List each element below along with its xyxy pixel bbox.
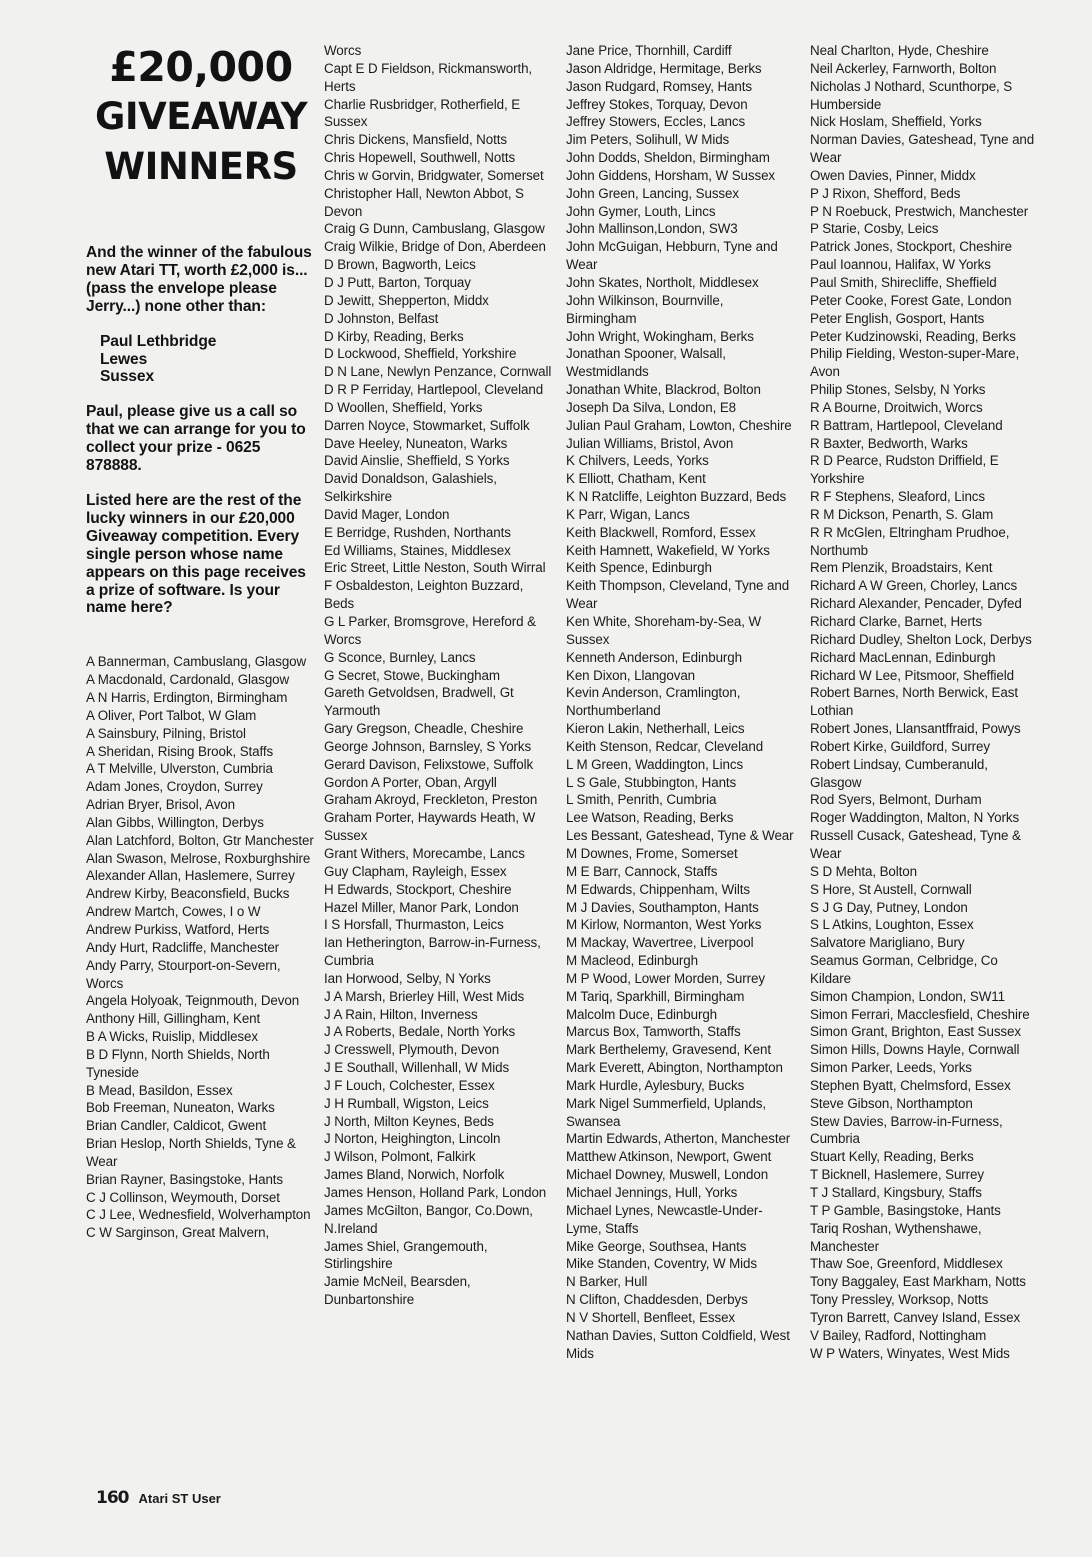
winner-entry: J E Southall, Willenhall, W Mids [324,1060,510,1076]
winner-entry: John McGuigan, Hebburn, Tyne and Wear [566,239,778,273]
winner-entry: Nathan Davies, Sutton Coldfield, West Mids [566,1327,790,1361]
winner-entry: Charlie Rusbridger, Rotherfield, E Sussex [324,96,521,130]
winner-entry: F Osbaldeston, Leighton Buzzard, Beds [324,578,524,612]
winner-entry: Keith Spence, Edinburgh [566,560,712,576]
winner-entry: Roger Waddington, Malton, N Yorks [810,810,1020,826]
headline-amount: £20,000 [109,43,293,91]
winner-entry: L M Green, Waddington, Lincs [566,756,744,772]
winner-entry: Robert Kirke, Guildford, Surrey [810,738,990,754]
winner-entry: D Johnston, Belfast [324,310,439,326]
winner-entry: Thaw Soe, Greenford, Middlesex [810,1256,1003,1272]
winner-entry: Chris Dickens, Mansfield, Notts [324,132,507,148]
winner-entry: John Wright, Wokingham, Berks [566,328,754,344]
winner-entry: B D Flynn, North Shields, North Tyneside [86,1046,270,1080]
winner-entry: Capt E D Fieldson, Rickmansworth, Herts [324,60,533,94]
winner-entry: Jamie McNeil, Bearsden, Dunbartonshire [324,1274,471,1308]
column-4 [810,42,1042,1362]
winner-entry: Jason Rudgard, Romsey, Hants [566,78,752,94]
winner-entry: N V Shortell, Benfleet, Essex [566,1309,736,1325]
winner-entry: Christopher Hall, Newton Abbot, S Devon [324,185,524,219]
winner-entry: P Starie, Cosby, Leics [810,221,939,237]
winner-entry: Adam Jones, Croydon, Surrey [86,779,263,795]
headline [86,42,316,192]
winner-entry: Ian Hetherington, Barrow-in-Furness, Cumbria [324,935,541,969]
winner-entry: Robert Jones, Llansantffraid, Powys [810,721,1021,737]
winner-entry: Jeffrey Stowers, Eccles, Lancs [566,114,746,130]
winner-entry: Robert Lindsay, Cumberanuld, Glasgow [810,756,988,790]
winner-entry: Tariq Roshan, Wythenshawe, Manchester [810,1220,982,1254]
winner-entry: Salvatore Marigliano, Bury [810,935,965,951]
winner-entry: Stew Davies, Barrow-in-Furness, Cumbria [810,1113,1003,1147]
winner-entry: Kieron Lakin, Netherhall, Leics [566,721,745,737]
winner-entry: B Mead, Basildon, Essex [86,1082,233,1098]
winner-entry: Matthew Atkinson, Newport, Gwent [566,1149,772,1165]
winner-entry: J F Louch, Colchester, Essex [324,1077,495,1093]
winner-entry: N Barker, Hull [566,1274,648,1290]
winner-entry: R F Stephens, Sleaford, Lincs [810,489,985,505]
winner-entry: Grant Withers, Morecambe, Lancs [324,845,525,861]
winner-entry: Steve Gibson, Northampton [810,1095,973,1111]
winner-entry: Julian Paul Graham, Lowton, Cheshire [566,417,792,433]
winner-entry: Worcs [324,43,362,58]
winner-entry: James Shiel, Grangemouth, Stirlingshire [324,1238,488,1272]
winner-entry: Chris Hopewell, Southwell, Notts [324,150,516,166]
winner-entry: Malcolm Duce, Edinburgh [566,1006,718,1022]
winner-entry: K Elliott, Chatham, Kent [566,471,706,487]
winner-entry: W P Waters, Winyates, West Mids [810,1345,1010,1361]
winner-entry: Tony Baggaley, East Markham, Notts [810,1274,1026,1290]
winner-entry: Keith Hamnett, Wakefield, W Yorks [566,542,770,558]
winner-entry: George Johnson, Barnsley, S Yorks [324,738,532,754]
winner-entry: G Secret, Stowe, Buckingham [324,667,500,683]
winner-entry: Ian Horwood, Selby, N Yorks [324,970,491,986]
winner-entry: John Mallinson,London, SW3 [566,221,738,237]
winner-entry: J A Marsh, Brierley Hill, West Mids [324,988,525,1004]
winner-entry: M Mackay, Wavertree, Liverpool [566,935,754,951]
winner-entry: Jeffrey Stokes, Torquay, Devon [566,96,748,112]
winner-entry: A Macdonald, Cardonald, Glasgow [86,672,290,688]
winner-entry: Ed Williams, Staines, Middlesex [324,542,511,558]
winner-entry: Mike George, Southsea, Hants [566,1238,747,1254]
winner-entry: M P Wood, Lower Morden, Surrey [566,970,765,986]
winner-entry: M Macleod, Edinburgh [566,953,698,969]
winner-entry: T Bicknell, Haslemere, Surrey [810,1167,984,1183]
winner-entry: L S Gale, Stubbington, Hants [566,774,737,790]
winner-entry: John Gymer, Louth, Lincs [566,203,716,219]
winner-entry: J Wilson, Polmont, Falkirk [324,1149,476,1165]
winner-entry: Andrew Martch, Cowes, I o W [86,904,261,920]
winner-entry: K Parr, Wigan, Lancs [566,506,690,522]
intro-paragraph-1: And the winner of the fabulous new Atari TT, worth £2,000 is...(pass the envelope please Jerry...) none other than: [86,244,312,315]
winner-entry: Peter English, Gosport, Hants [810,310,985,326]
winner-entry: G L Parker, Bromsgrove, Hereford & Worcs [324,614,536,647]
winner-entry: Keith Thompson, Cleveland, Tyne and Wear [566,578,790,612]
winner-entry: R Baxter, Bedworth, Warks [810,435,968,451]
winner-entry: M Downes, Frome, Somerset [566,845,738,861]
winner-county: Sussex [100,368,155,386]
winner-entry: Norman Davies, Gateshead, Tyne and Wear [810,132,1035,166]
winner-entry: Tony Pressley, Worksop, Notts [810,1292,989,1308]
winner-entry: Les Bessant, Gateshead, Tyne & Wear [566,828,794,844]
winner-entry: John Giddens, Horsham, W Sussex [566,167,776,183]
intro [86,244,316,617]
winner-entry: David Donaldson, Galashiels, Selkirkshire [324,471,497,505]
winner-entry: M J Davies, Southampton, Hants [566,899,759,915]
winner-entry: M E Barr, Cannock, Staffs [566,863,718,879]
winner-entry: Martin Edwards, Atherton, Manchester [566,1131,791,1147]
winner-entry: Ken White, Shoreham-by-Sea, W Sussex [566,614,762,647]
winner-entry: John Green, Lancing, Sussex [566,185,739,201]
winner-entry: Adrian Bryer, Brisol, Avon [86,797,235,813]
winner-entry: David Mager, London [324,506,450,522]
winner-entry: Gareth Getvoldsen, Bradwell, Gt Yarmouth [324,685,514,719]
winner-entry: Lee Watson, Reading, Berks [566,810,734,826]
winner-entry: R M Dickson, Penarth, S. Glam [810,506,994,522]
winner-entry: Nicholas J Nothard, Scunthorpe, S Humberside [810,78,1013,112]
winner-entry: J Norton, Heighington, Lincoln [324,1131,501,1147]
winner-entry: Stuart Kelly, Reading, Berks [810,1149,974,1165]
winner-entry: Alexander Allan, Haslemere, Surrey [86,868,295,884]
winner-entry: Julian Williams, Bristol, Avon [566,435,734,451]
winner-entry: P J Rixon, Shefford, Beds [810,185,961,201]
winner-entry: Eric Street, Little Neston, South Wirral [324,560,546,576]
grand-prize-winner [100,333,316,387]
winner-entry: K Chilvers, Leeds, Yorks [566,453,709,469]
winner-entry: Owen Davies, Pinner, Middx [810,167,976,183]
headline-winners: WINNERS [104,145,298,188]
winner-entry: Michael Lynes, Newcastle-Under-Lyme, Staffs [566,1202,763,1236]
publication-name: Atari ST User [138,1491,221,1506]
winner-entry: Keith Blackwell, Romford, Essex [566,524,756,540]
winner-entry: Guy Clapham, Rayleigh, Essex [324,863,507,879]
page-footer [96,1488,221,1508]
winner-name: Paul Lethbridge [100,332,217,350]
winner-entry: J H Rumball, Wigston, Leics [324,1095,489,1111]
winner-entry: Philip Stones, Selsby, N Yorks [810,382,986,398]
winner-town: Lewes [100,350,148,368]
winner-entry: Bob Freeman, Nuneaton, Warks [86,1100,275,1116]
winner-entry: A Bannerman, Cambuslang, Glasgow [86,654,307,670]
winner-entry: S J G Day, Putney, London [810,899,968,915]
winner-entry: Alan Latchford, Bolton, Gtr Manchester [86,832,314,848]
winner-entry: D Jewitt, Shepperton, Middx [324,292,489,308]
winner-entry: D Kirby, Reading, Berks [324,328,464,344]
winner-entry: M Edwards, Chippenham, Wilts [566,881,750,897]
winner-entry: A T Melville, Ulverston, Cumbria [86,761,273,777]
winner-entry: Tyron Barrett, Canvey Island, Essex [810,1309,1021,1325]
winner-entry: Simon Grant, Brighton, East Sussex [810,1024,1021,1040]
winner-entry: Anthony Hill, Gillingham, Kent [86,1011,261,1027]
winner-entry: Gary Gregson, Cheadle, Cheshire [324,721,524,737]
winner-entry: Alan Swason, Melrose, Roxburghshire [86,850,311,866]
winner-entry: Andrew Purkiss, Watford, Herts [86,921,270,937]
winner-entry: A N Harris, Erdington, Birmingham [86,690,288,705]
winner-entry: Brian Candler, Caldicot, Gwent [86,1118,267,1134]
winner-entry: James Bland, Norwich, Norfolk [324,1167,505,1183]
winner-entry: P N Roebuck, Prestwich, Manchester [810,203,1029,219]
winner-entry: Andy Hurt, Radcliffe, Manchester [86,939,280,955]
winner-entry: Richard Alexander, Pencader, Dyfed [810,596,1022,612]
winner-entry: John Dodds, Sheldon, Birmingham [566,150,770,166]
winner-entry: Ken Dixon, Llangovan [566,667,696,683]
winner-entry: J A Rain, Hilton, Inverness [324,1006,478,1022]
winner-entry: Kevin Anderson, Cramlington, Northumberland [566,685,741,719]
winner-entry: Patrick Jones, Stockport, Cheshire [810,239,1013,255]
winner-entry: D Lockwood, Sheffield, Yorkshire [324,346,517,362]
winner-entry: A Oliver, Port Talbot, W Glam [86,707,257,723]
winner-entry: S L Atkins, Loughton, Essex [810,917,974,933]
winner-entry: R R McGlen, Eltringham Prudhoe, Northumb [810,524,1010,558]
winner-entry: Mark Everett, Abington, Northampton [566,1060,783,1076]
winner-entry: Richard A W Green, Chorley, Lancs [810,578,1018,594]
winner-entry: Seamus Gorman, Celbridge, Co Kildare [810,953,998,986]
winner-entry: Paul Ioannou, Halifax, W Yorks [810,257,991,273]
winner-entry: Brian Rayner, Basingstoke, Hants [86,1171,284,1187]
page-number: 160 [96,1488,129,1508]
winner-entry: James Henson, Holland Park, London [324,1185,547,1200]
winner-entry: D Brown, Bagworth, Leics [324,257,476,273]
winner-entry: Richard Clarke, Barnet, Herts [810,614,982,629]
winner-entry: Graham Akroyd, Freckleton, Preston [324,792,538,808]
winner-entry: E Berridge, Rushden, Northants [324,524,511,540]
winner-entry: Peter Cooke, Forest Gate, London [810,292,1012,308]
winner-entry: D N Lane, Newlyn Penzance, Cornwall [324,364,552,380]
winner-entry: Robert Barnes, North Berwick, East Lothian [810,685,1018,719]
winner-entry: K N Ratcliffe, Leighton Buzzard, Beds [566,489,787,505]
winner-entry: Alan Gibbs, Willington, Derbys [86,814,264,830]
winner-entry: L Smith, Penrith, Cumbria [566,792,717,808]
winner-entry: Richard MacLennan, Edinburgh [810,649,996,665]
winner-entry: Russell Cusack, Gateshead, Tyne & Wear [810,828,1021,861]
winner-entry: Keith Stenson, Redcar, Cleveland [566,738,764,754]
winner-entry: M Tariq, Sparkhill, Birmingham [566,988,745,1004]
winner-entry: Graham Porter, Haywards Heath, W Sussex [324,810,536,844]
winner-entry: Brian Heslop, North Shields, Tyne & Wear [86,1136,296,1169]
winner-entry: Michael Downey, Muswell, London [566,1167,769,1183]
winner-entry: Jason Aldridge, Hermitage, Berks [566,60,762,76]
winner-entry: D R P Ferriday, Hartlepool, Cleveland [324,382,544,398]
column-2 [324,42,552,1309]
column-1 [86,42,316,1242]
winner-entry: Simon Ferrari, Macclesfield, Cheshire [810,1006,1030,1022]
winner-entry: John Skates, Northolt, Middlesex [566,274,759,290]
winner-entry: S Hore, St Austell, Cornwall [810,881,972,897]
winner-entry: A Sheridan, Rising Brook, Staffs [86,743,274,759]
winner-entry: Peter Kudzinowski, Reading, Berks [810,328,1016,344]
winner-entry: Jonathan White, Blackrod, Bolton [566,382,761,398]
winners-list-col4 [810,42,1042,1362]
winner-entry: Andrew Kirby, Beaconsfield, Bucks [86,886,290,902]
winner-entry: Gerard Davison, Felixstowe, Suffolk [324,756,534,772]
winner-entry: Mark Berthelemy, Gravesend, Kent [566,1042,771,1058]
winner-entry: Mark Hurdle, Aylesbury, Bucks [566,1077,745,1093]
winners-list-col3 [566,42,796,1362]
winner-entry: Jim Peters, Solihull, W Mids [566,132,730,148]
winner-entry: Chris w Gorvin, Bridgwater, Somerset [324,167,544,183]
winner-entry: B A Wicks, Ruislip, Middlesex [86,1029,258,1045]
winner-entry: John Wilkinson, Bournville, Birmingham [566,292,724,326]
winner-entry: J North, Milton Keynes, Beds [324,1113,494,1129]
winner-entry: A Sainsbury, Pilning, Bristol [86,725,246,741]
intro-paragraph-2: Paul, please give us a call so that we can arrange for you to collect your prize - 0625 878888. [86,403,306,475]
winner-entry: Rem Plenzik, Broadstairs, Kent [810,560,993,576]
winner-entry: Mark Nigel Summerfield, Uplands, Swansea [566,1095,766,1129]
winner-entry: Marcus Box, Tamworth, Staffs [566,1024,741,1040]
winner-entry: Dave Heeley, Nuneaton, Warks [324,435,508,451]
winner-entry: T J Stallard, Kingsbury, Staffs [810,1185,982,1200]
winner-entry: H Edwards, Stockport, Cheshire [324,881,512,897]
winner-entry: Richard W Lee, Pitsmoor, Sheffield [810,667,1015,683]
winner-entry: Craig Wilkie, Bridge of Don, Aberdeen [324,239,546,255]
winner-entry: G Sconce, Burnley, Lancs [324,649,476,665]
winner-entry: R Battram, Hartlepool, Cleveland [810,417,1003,433]
winners-list-col1 [86,653,316,1242]
winner-entry: R A Bourne, Droitwich, Worcs [810,399,983,415]
winner-entry: Rod Syers, Belmont, Durham [810,792,982,808]
winner-entry: Hazel Miller, Manor Park, London [324,899,519,915]
winners-list-col2 [324,42,552,1309]
winner-entry: Simon Parker, Leeds, Yorks [810,1060,972,1076]
winner-entry: David Ainslie, Sheffield, S Yorks [324,453,510,469]
winner-entry: Joseph Da Silva, London, E8 [566,399,737,415]
winner-entry: S D Mehta, Bolton [810,863,917,879]
winner-entry: N Clifton, Chaddesden, Derbys [566,1292,748,1308]
winner-entry: C J Lee, Wednesfield, Wolverhampton [86,1207,311,1223]
winner-entry: Neil Ackerley, Farnworth, Bolton [810,60,997,76]
winner-entry: Simon Hills, Downs Hayle, Cornwall [810,1042,1020,1058]
winner-entry: J A Roberts, Bedale, North Yorks [324,1024,516,1040]
winner-entry: Nick Hoslam, Sheffield, Yorks [810,114,982,130]
winner-entry: M Kirlow, Normanton, West Yorks [566,917,762,933]
winner-entry: Neal Charlton, Hyde, Cheshire [810,43,989,58]
winner-entry: Stephen Byatt, Chelmsford, Essex [810,1077,1011,1093]
winner-entry: I S Horsfall, Thurmaston, Leics [324,917,504,933]
winner-entry: T P Gamble, Basingstoke, Hants [810,1202,1001,1218]
winner-entry: Michael Jennings, Hull, Yorks [566,1185,738,1200]
winner-entry: Craig G Dunn, Cambuslang, Glasgow [324,221,545,237]
winner-entry: Jonathan Spooner, Walsall, Westmidlands [566,346,726,380]
winner-entry: Angela Holyoak, Teignmouth, Devon [86,993,300,1009]
winner-entry: R D Pearce, Rudston Driffield, E Yorkshire [810,453,999,487]
winner-entry: D Woollen, Sheffield, Yorks [324,399,483,415]
winner-entry: Simon Champion, London, SW11 [810,988,1005,1004]
winner-entry: V Bailey, Radford, Nottingham [810,1327,987,1343]
winner-entry: J Cresswell, Plymouth, Devon [324,1042,500,1058]
winner-entry: Mike Standen, Coventry, W Mids [566,1256,757,1272]
winner-entry: Darren Noyce, Stowmarket, Suffolk [324,417,530,433]
winner-entry: C W Sarginson, Great Malvern, [86,1225,270,1241]
winner-entry: Andy Parry, Stourport-on-Severn, Worcs [86,957,281,991]
winner-entry: Jane Price, Thornhill, Cardiff [566,43,732,58]
winner-entry: James McGilton, Bangor, Co.Down, N.Ireland [324,1202,533,1236]
intro-paragraph-3: Listed here are the rest of the lucky winners in our £20,000 Giveaway competition. Every single person whose name appears on this page receives a prize of software. Is your name here? [86,491,306,617]
winner-entry: Gordon A Porter, Oban, Argyll [324,774,497,790]
column-3 [566,42,796,1362]
headline-giveaway: GIVEAWAY [94,95,308,138]
winner-entry: Kenneth Anderson, Edinburgh [566,649,742,665]
winner-entry: Philip Fielding, Weston-super-Mare, Avon [810,346,1020,380]
winner-entry: C J Collinson, Weymouth, Dorset [86,1189,280,1205]
winner-entry: Richard Dudley, Shelton Lock, Derbys [810,631,1032,647]
winner-entry: D J Putt, Barton, Torquay [324,274,471,290]
winner-entry: Paul Smith, Shirecliffe, Sheffield [810,274,997,290]
